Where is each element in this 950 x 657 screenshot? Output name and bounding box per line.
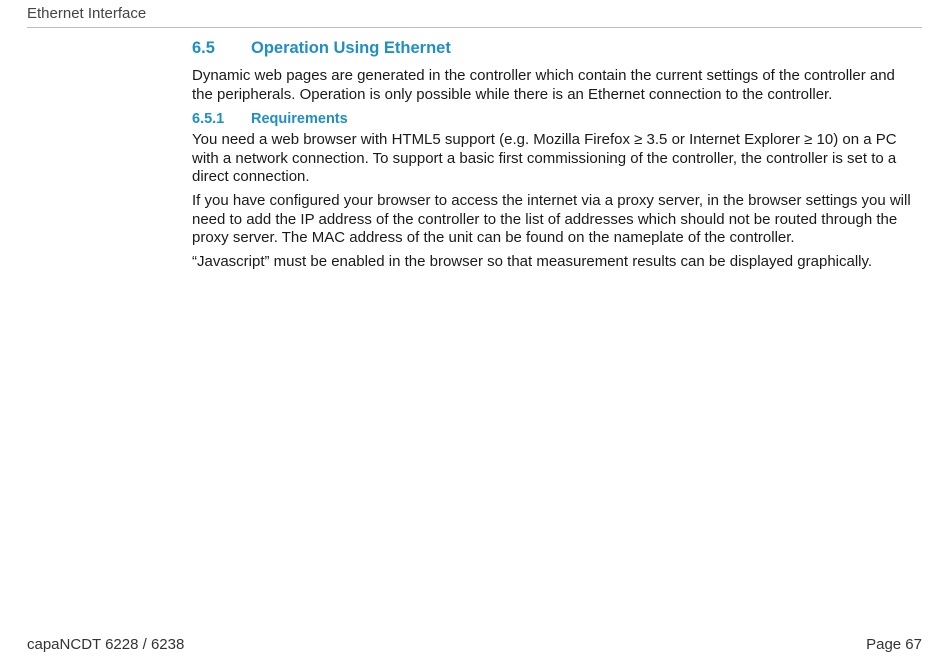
header-divider [27, 27, 922, 28]
subsection-number: 6.5.1 [192, 111, 225, 128]
footer-product-name: capaNCDT 6228 / 6238 [27, 636, 185, 653]
footer-page-number: Page 67 [866, 636, 922, 653]
section-heading [192, 38, 917, 58]
page-content [192, 38, 917, 276]
section-intro-paragraph: Dynamic web pages are generated in the controller which contain the current settings of the controller and the peripherals. Operation is only possible while there is an Ethernet connection to the controller. [192, 67, 895, 103]
section-number: 6.5 [192, 39, 215, 57]
requirements-paragraph-javascript: “Javascript” must be enabled in the browser so that measurement results can be displayed graphically. [192, 252, 873, 270]
section-title: Operation Using Ethernet [251, 39, 451, 57]
requirements-paragraph-browser: You need a web browser with HTML5 support (e.g. Mozilla Firefox ≥ 3.5 or Internet Explorer ≥ 10) on a PC with a network connection. To support a basic first commissioning of the controller, the controller is set to a direct connection. [192, 131, 897, 186]
subsection-title: Requirements [251, 111, 348, 128]
subsection-heading [192, 110, 917, 128]
requirements-paragraph-proxy: If you have configured your browser to access the internet via a proxy server, in the browser settings you will need to add the IP address of the controller to the list of addresses which should not be routed through the proxy server. The MAC address of the unit can be found on the nameplate of the controller. [192, 191, 911, 247]
running-header: Ethernet Interface [27, 5, 147, 22]
